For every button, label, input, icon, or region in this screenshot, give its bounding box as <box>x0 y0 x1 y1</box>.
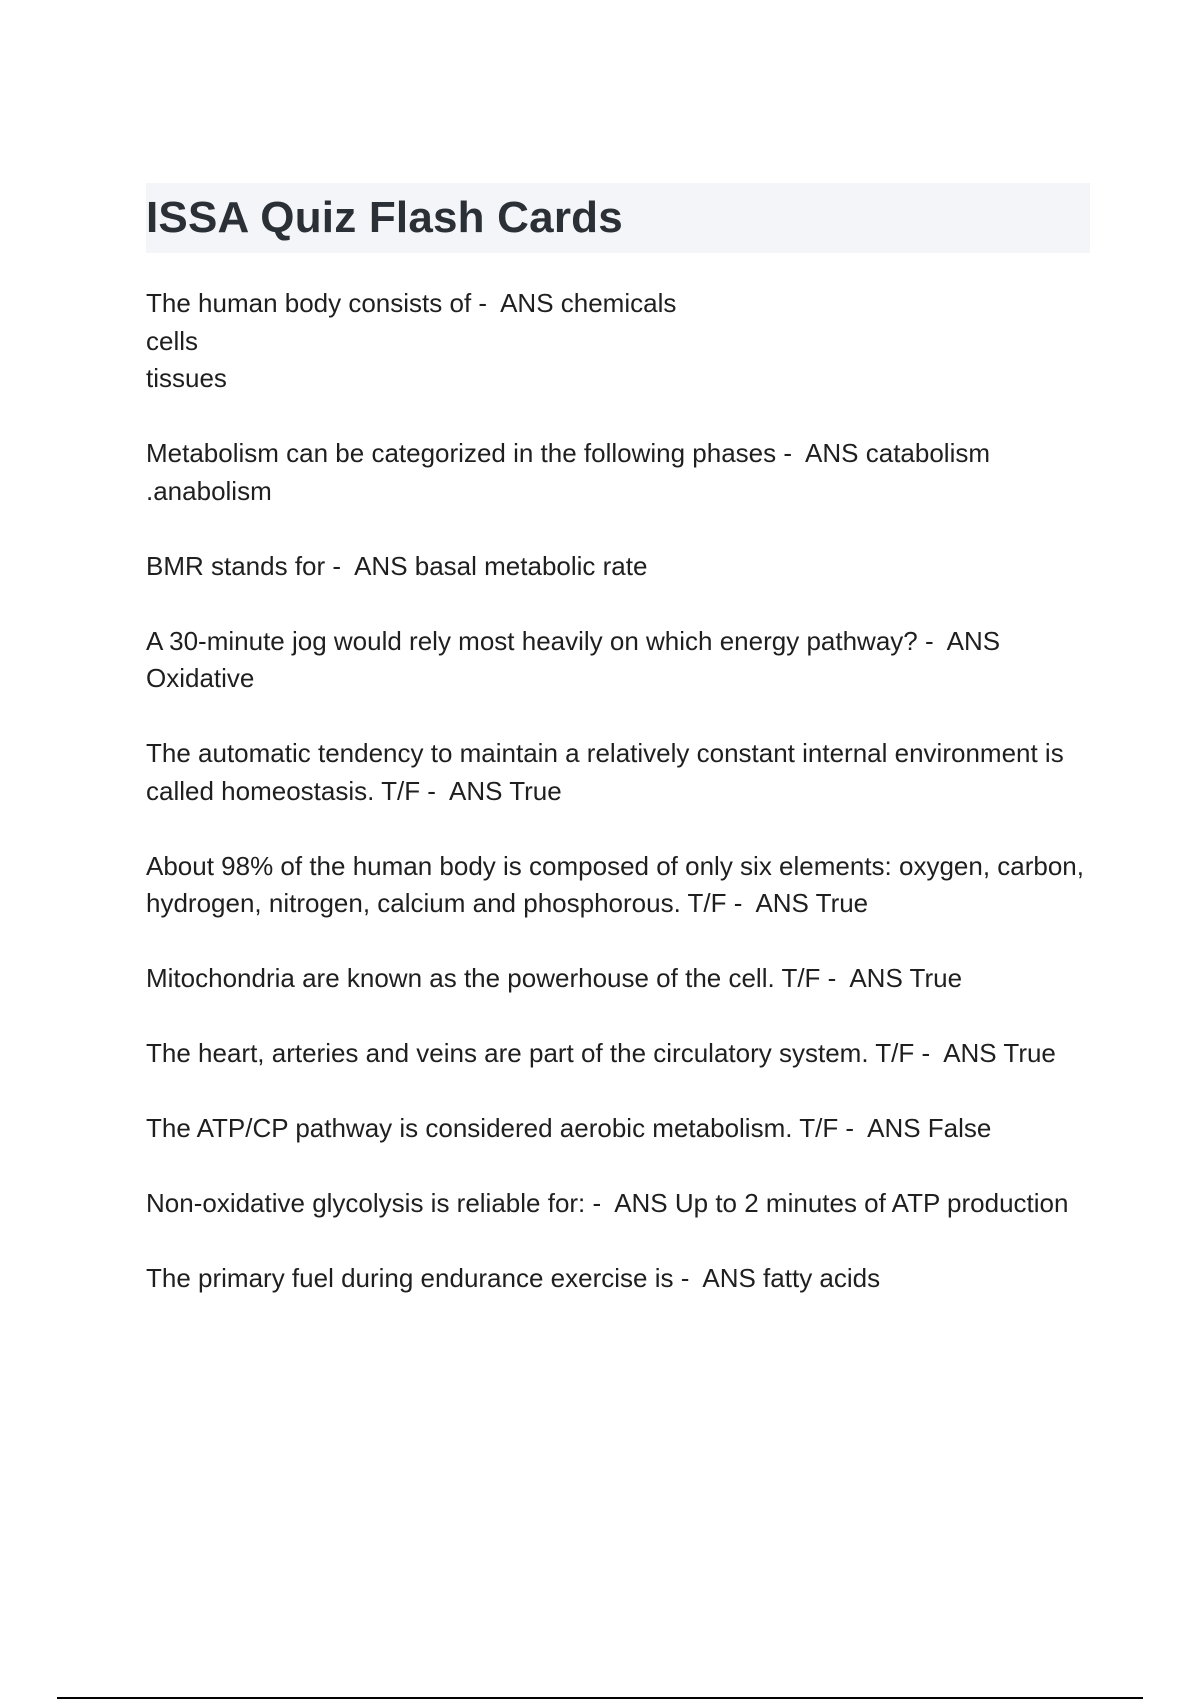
card-question: The primary fuel during endurance exercise is - <box>146 1263 690 1293</box>
card-question: A 30-minute jog would rely most heavily on which energy pathway? - <box>146 625 934 656</box>
card-answer: tissues <box>146 363 227 393</box>
card-answer: ANS Oxidative <box>146 625 1001 693</box>
card-answer: ANS chemicals <box>500 288 677 318</box>
card-answer: cells <box>146 325 199 356</box>
card-answer: ANS True <box>755 888 869 918</box>
card-answer: ANS fatty acids <box>702 1263 881 1293</box>
card-answer: ANS True <box>943 1038 1056 1068</box>
card-question: Mitochondria are known as the powerhouse of the cell. T/F - <box>146 963 837 993</box>
footer-divider <box>57 1697 1143 1699</box>
flash-card-list <box>146 285 1096 1335</box>
flash-card <box>146 1260 1096 1298</box>
card-answer: ANS catabolism <box>805 438 991 468</box>
flash-card <box>146 1035 1096 1073</box>
card-question: About 98% of the human body is composed of only six elements: oxygen, carbon, hydrogen, nitrogen, calcium and phosphorous. T/F - <box>146 850 1084 918</box>
flash-card <box>146 548 1096 586</box>
card-answer: ANS Up to 2 minutes of ATP production <box>614 1188 1069 1218</box>
flash-card <box>146 1110 1096 1148</box>
card-answer: .anabolism <box>146 475 272 506</box>
card-answer: ANS basal metabolic rate <box>354 550 648 581</box>
flash-card <box>146 435 1096 510</box>
card-question: Non-oxidative glycolysis is reliable for: - <box>146 1188 602 1218</box>
card-answer: ANS True <box>448 775 562 806</box>
card-question: The automatic tendency to maintain a relatively constant internal environment is called homeostasis. T/F - <box>146 738 1064 806</box>
flash-card <box>146 960 1096 998</box>
flash-card <box>146 623 1096 698</box>
flash-card <box>146 735 1096 810</box>
card-question: The ATP/CP pathway is considered aerobic metabolism. T/F - <box>146 1113 855 1143</box>
card-question: The heart, arteries and veins are part of the circulatory system. T/F - <box>146 1038 931 1068</box>
card-question: Metabolism can be categorized in the following phases - <box>146 438 793 468</box>
card-answer: ANS False <box>867 1113 992 1143</box>
document-title: ISSA Quiz Flash Cards <box>146 193 623 242</box>
card-question: The human body consists of - <box>146 288 488 318</box>
flash-card <box>146 1185 1096 1223</box>
title-band <box>146 183 1090 253</box>
card-answer: ANS True <box>849 963 963 993</box>
card-question: BMR stands for - <box>146 550 342 581</box>
flash-card <box>146 285 1096 398</box>
flash-card <box>146 848 1096 923</box>
